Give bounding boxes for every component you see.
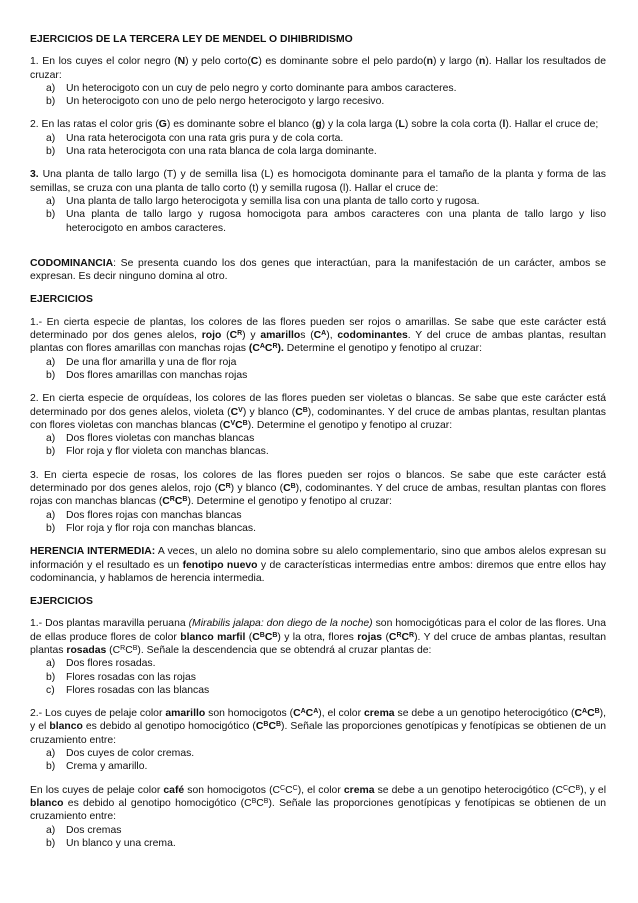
options-list xyxy=(30,195,606,235)
list-item: a) Una planta de tallo largo heterocigota y semilla lisa con una planta de tallo corto y rugosa. xyxy=(46,195,480,207)
list-item: b) Una planta de tallo largo y rugosa homocigota para ambos caracteres con una planta de tallo largo y liso heterocigoto en ambos caracteres. xyxy=(46,209,606,234)
list-item: a) Dos flores violetas con manchas blancas xyxy=(46,433,255,445)
exercise-text: 1. En los cuyes el color negro (N) y pelo corto(C) es dominante sobre el pelo pardo(n) y largo (n). Hallar los resultados de cruzar: xyxy=(30,56,606,81)
exercise-1 xyxy=(30,55,606,108)
codom-exercise-3: 3. En cierta especie de rosas, los colores de las flores pueden ser rojos o blancos. Se sabe que este carácter está determinado por dos genes alelos, rojo $(C^R)$ y blanco $(C^B)$, codominantes. Y del cruce de ambas, resultan plantas con flores rojas con manchas blancas $(C^RC^B)$. Determine el genotipo y fenotipo al cruzar: a) Dos flores rojas con manchas blancas b) Flor roja y flor roja con manchas blancas. xyxy=(30,469,606,534)
section-heading: EJERCICIOS xyxy=(30,294,93,306)
options-list xyxy=(30,824,606,851)
herencia-definition: HERENCIA INTERMEDIA: A veces, un alelo no domina sobre su alelo complementario, sino que ambos alelos expresan su información y el resultado es un fenotipo nuevo y de características intermedias entre ambos: diremos que entre ellos hay codominancia, y hablamos de herencia intermedia. xyxy=(30,546,606,584)
options-list xyxy=(30,132,606,159)
codom-exercise-1: 1.- En cierta especie de plantas, los colores de las flores pueden ser rojos o amarillas. Se sabe que este carácter está determinado por dos genes alelos, rojo $(C^R)$ y amarillos $(C^A)$, codominantes. Y del cruce de ambas plantas, resultan plantas con flores amarillas con manchas rojas $(C^AC^R)$. Determine el genotipo y fenotipo al cruzar: a) De una flor amarilla y una de flor roja b) Dos flores amarillas con manchas rojas xyxy=(30,316,606,381)
list-item: b) Un heterocigoto con uno de pelo nergo heterocigoto y largo recesivo. xyxy=(46,96,385,108)
inter-exercise-3: En los cuyes de pelaje color café son homocigotos $(C^CC^C)$, el color crema se debe a un genotipo heterocigótico $(C^CC^B)$, y el blanco es debido al genotipo homocigótico $(C^BC^B)$. Señale las proporciones genotípicas y fenotípicas se obtienen de un cruzamiento entre: a) Dos cremas b) Un blanco y una crema. xyxy=(30,784,607,849)
list-item: a) Dos flores rojas con manchas blancas xyxy=(46,509,242,521)
options-list xyxy=(30,509,606,536)
section-heading: CODOMINANCIA xyxy=(30,257,114,269)
list-item: b) Dos flores amarillas con manchas rojas xyxy=(46,369,248,381)
list-item: b) Flor roja y flor roja con manchas blancas. xyxy=(46,522,256,534)
list-item: b) Una rata heterocigota con una rata blanca de cola larga dominante. xyxy=(46,146,377,158)
list-item: a) Un heterocigoto con un cuy de pelo negro y corto dominante para ambos caracteres. xyxy=(46,82,457,94)
list-item: c) Flores rosadas con las blancas xyxy=(46,684,210,696)
exercise-text: 3. Una planta de tallo largo (T) y de semilla lisa (L) es homocigota dominante para el tamaño de la planta y forma de las semillas, se cruza con una planta de tallo corto (t) y semilla rugosa (l). Hallar el cruce de: xyxy=(30,169,606,194)
list-item: a) Dos cremas xyxy=(46,824,122,836)
options-list xyxy=(30,82,606,109)
exercise-text: 2. En las ratas el color gris (G) es dominante sobre el blanco (g) y la cola larga (L) sobre la cola corta (l). Hallar el cruce de; xyxy=(30,119,599,131)
section-heading: HERENCIA INTERMEDIA: xyxy=(30,546,156,558)
list-item: a) Una rata heterocigota con una rata gris pura y de cola corta. xyxy=(46,132,344,144)
page-title: EJERCICIOS DE LA TERCERA LEY DE MENDEL O DIHIBRIDISMO xyxy=(30,34,353,45)
list-item: b) Crema y amarillo. xyxy=(46,761,148,773)
options-list xyxy=(30,747,606,774)
list-item: b) Flor roja y flor violeta con manchas blancas. xyxy=(46,446,269,458)
exercise-2 xyxy=(30,118,606,158)
list-item: a) De una flor amarilla y una de flor roja xyxy=(46,356,237,368)
options-list xyxy=(30,657,606,697)
list-item: b) Flores rosadas con las rojas xyxy=(46,671,196,683)
options-list xyxy=(30,432,606,459)
exercise-3 xyxy=(30,168,606,234)
codom-exercise-2: 2. En cierta especie de orquídeas, los colores de las flores pueden ser violetas o blancas. Se sabe que este carácter está determinado por dos genes alelos, violeta $(C^V)$ y blanco $(C^B)$, codominantes. Y del cruce de ambas plantas, resultan plantas con flores violetas con manchas blancas $(C^VC^B)$. Determine el genotipo y fenotipo al cruzar: a) Dos flores violetas con manchas blancas b) Flor roja y flor violeta con manchas blancas. xyxy=(30,393,606,458)
list-item: a) Dos flores rosadas. xyxy=(46,658,156,670)
inter-exercise-1: 1.- Dos plantas maravilla peruana (Mirabilis jalapa: don diego de la noche) son homocigóticas para el color de las flores. Una de ellas produce flores de color blanco marfil $(C^BC^B)$ y la otra, flores rojas $(C^RC^R)$. Y del cruce de ambas plantas, resultan plantas rosadas $(C^RC^B)$. Señale la descendencia que se obtendrá al cruzar plantas de: a) Dos flores rosadas. b) Flores rosadas con las rojas c) Flores rosadas con las blancas xyxy=(30,618,606,696)
list-item: b) Un blanco y una crema. xyxy=(46,837,176,849)
options-list xyxy=(30,356,606,383)
section-heading: EJERCICIOS xyxy=(30,596,93,608)
inter-exercise-2: 2.- Los cuyes de pelaje color amarillo son homocigotos $(C^AC^A)$, el color crema se debe a un genotipo heterocigótico $(C^AC^B)$, y el blanco es debido al genotipo homocigótico $(C^BC^B)$. Señale las proporciones genotípicas y fenotípicas se obtienen de un cruzamiento entre: a) Dos cuyes de color cremas. b) Crema y amarillo. xyxy=(30,708,606,773)
codominancia-definition: CODOMINANCIA: Se presenta cuando los dos genes que interactúan, para la manifestación de un carácter, ambos se expresan. Es decir ninguno domina al otro. xyxy=(30,257,606,283)
list-item: a) Dos cuyes de color cremas. xyxy=(46,748,195,760)
